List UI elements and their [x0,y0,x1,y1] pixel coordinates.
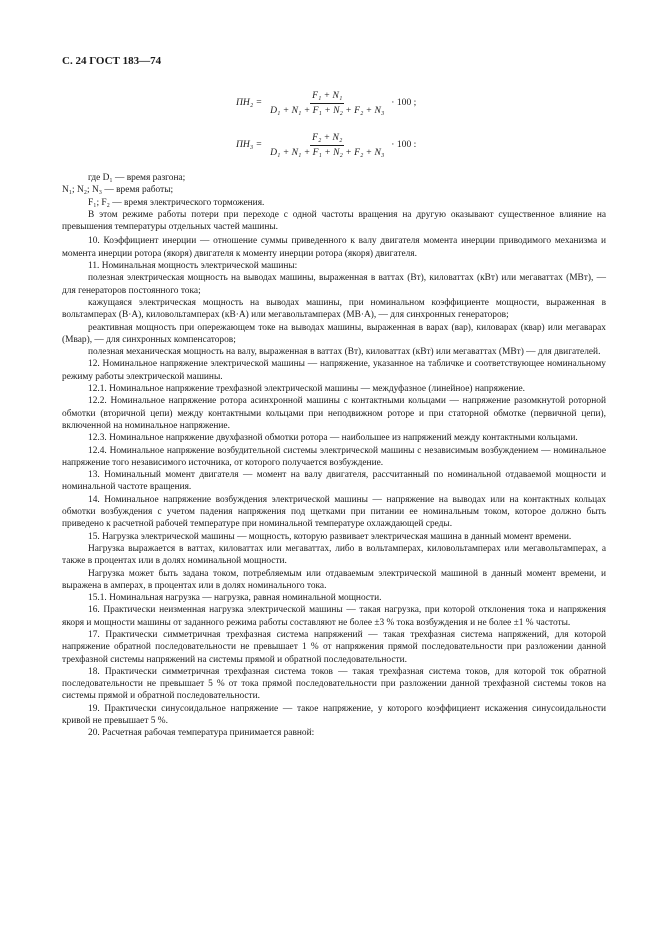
paragraph: 15.1. Номинальная нагрузка — нагрузка, равная номинальной мощности. [88,593,382,604]
paragraph: полезная механическая мощность на валу, выраженная в ваттах (Вт), киловаттах (кВт) или мегаваттах (МВт) — для двигателей. [88,347,601,358]
formula-tail: · 100 : [391,138,417,150]
paragraph: 12.2. Номинальное напряжение ротора асинхронной машины с контактными кольцами — напряжение разомкнутой роторной обмотки (вторичной цепи) между контактными кольцами при неподвижном роторе и при статорной обмотке (первичной цепи), включенной на номинальное напряжение. [62,396,606,431]
paragraph: 12.4. Номинальное напряжение возбудительной системы электрической машины с независимым возбуждением — номинальное напряжение того независимого источника, от которого получается возбуждение. [62,445,606,468]
formula-fraction [268,90,386,117]
paragraph: 15. Нагрузка электрической машины — мощность, которую развивает электрическая машина в данный момент времени. [88,531,572,542]
formula-denominator: D₁ + N₁ + F₁ + N₂ + F₂ + N₃ [270,104,385,116]
paragraph: 16. Практически неизменная нагрузка электрической машины — такая нагрузка, при которой отклонения тока и напряжения якоря и мощности машины от заданного режима работы составляют не более ±3 % тока возбуждения и не более ±1 % частоты. [62,605,606,628]
paragraph: 11. Номинальная мощность электрической машины: [88,261,298,272]
paragraph: 12.3. Номинальное напряжение двухфазной обмотки ротора — наибольшее из напряжений между контактными кольцами. [88,433,578,444]
document-page [62,55,606,740]
paragraph: 18. Практически симметричная трехфазная система токов — такая трехфазная система токов, для которой ток обратной последовательности не превышает 5 % от тока прямой последовательности при разложении данной трехфазной системы токов на системы прямой и обратной последовательности. [62,666,606,702]
paragraph: В этом режиме работы потери при переходе с одной частоты вращения на другую оказывают существенное влияние на превышения температуры отдельных частей машины. [62,209,606,233]
body-text [62,209,606,740]
paragraph: Нагрузка может быть задана током, потребляемым или отдаваемым электрической машиной в данный момент времени, и выражена в амперах, в процентах или в долях номинального тока. [62,568,606,591]
formula-lhs: ПН₂ = [236,96,263,108]
paragraph: 20. Расчетная рабочая температура принимается равной: [88,728,315,739]
definitions-list [62,172,606,209]
paragraph: полезная электрическая мощность на выводах машины, выраженная в ваттах (Вт), киловаттах (кВт) или мегаваттах (МВт), — для генераторов постоянного тока; [62,273,606,296]
definition-item: F₁; F₂ — время электрического торможения. [88,197,265,208]
formula-ph3 [236,126,606,164]
paragraph: 13. Номинальный момент двигателя — момент на валу двигателя, рассчитанный по номинальной отдаваемой мощности и номинальной частоте вращения. [62,470,606,493]
paragraph: 12. Номинальное напряжение электрической машины — напряжение, указанное на табличке и соответствующее номинальному режиму работы электрической машины. [62,359,606,382]
paragraph: кажущаяся электрическая мощность на выводах машины, при номинальном коэффициенте мощности, выраженная в вольтамперах (В·А), киловольтамперах (кВ·А) или мегавольтамперах (МВ·А), — для синхронных генераторов; [62,297,606,321]
formula-lhs: ПН₃ = [236,138,263,150]
paragraph: 12.1. Номинальное напряжение трехфазной электрической машины — междуфазное (линейное) напряжение. [88,384,525,395]
definition-item: N₁; N₂; N₃ — время работы; [62,185,174,196]
paragraph: 17. Практически симметричная трехфазная система напряжений — такая трехфазная система напряжений, для которой напряжение обратной последовательности не превышает 1 % от напряжения прямой последовательности при разложении данной трехфазной системы напряжений на системы прямой и обратной последовательности. [62,629,606,665]
paragraph: 14. Номинальное напряжение возбуждения электрической машины — напряжение на выводах или на контактных кольцах обмотки возбуждения с учетом падения напряжения под щетками при питании ее номинальным током, которое должно быть приведено к расчетной рабочей температуре при номинальной температуре охлаждающей среды. [62,494,606,530]
definition-item: где D₁ — время разгона; [88,173,186,183]
paragraph: реактивная мощность при опережающем токе на выводах машины, выраженная в варах (вар), киловарах (квар) или мегаварах (Мвар), — для синхронных компенсаторов; [62,322,606,345]
formula-numerator: F₁ + N₁ [310,90,344,104]
formula-tail: · 100 ; [391,96,417,108]
formula-fraction [268,132,386,159]
paragraph: 19. Практически синусоидальное напряжение — такое напряжение, у которого коэффициент искажения синусоидальности кривой не превышает 5 %. [62,703,606,727]
formula-numerator: F₂ + N₂ [310,132,344,146]
paragraph: Нагрузка выражается в ваттах, киловаттах или мегаваттах, либо в вольтамперах, киловольтамперах или мегавольтамперах, а также в процентах или в долях номинальной мощности. [62,543,606,567]
formula-denominator: D₁ + N₁ + F₁ + N₂ + F₂ + N₃ [270,146,385,158]
page-header: С. 24 ГОСТ 183—74 [62,55,162,67]
paragraph: 10. Коэффициент инерции — отношение суммы приведенного к валу двигателя момента инерции приводимого механизма и момента инерции ротора (якоря) двигателя к моменту инерции ротора (якоря) двигателя. [62,236,606,259]
formula-ph2 [236,84,606,122]
